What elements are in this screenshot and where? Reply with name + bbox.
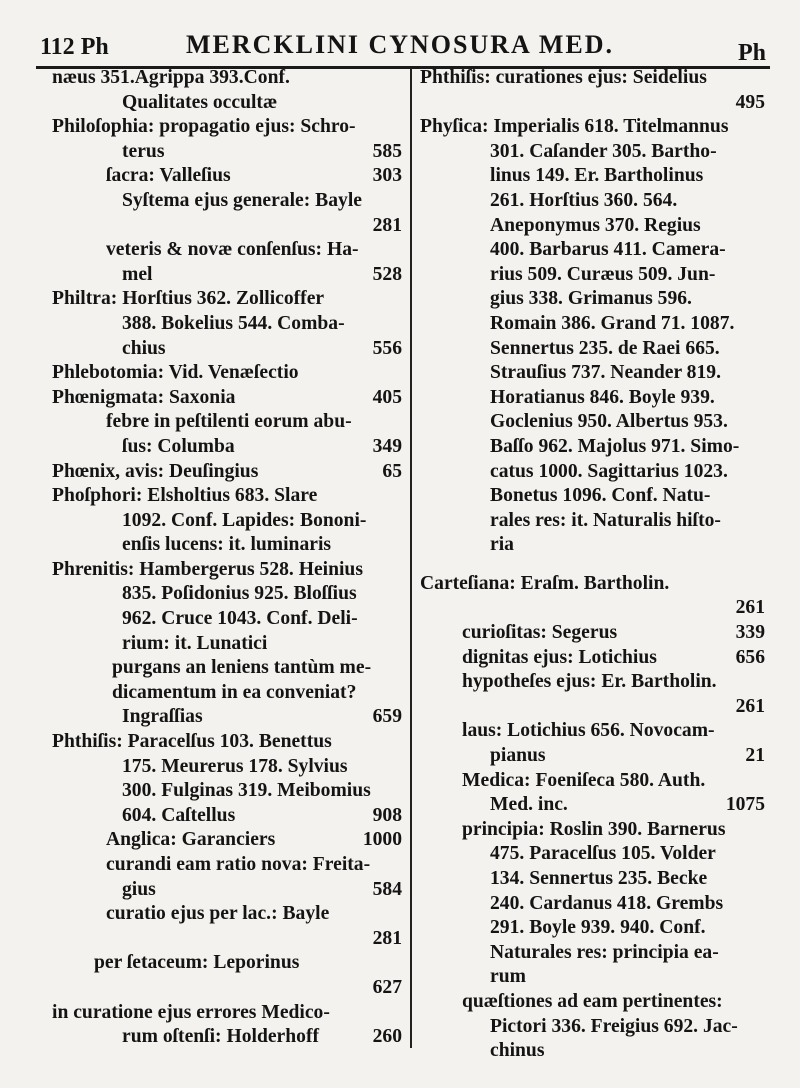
index-page-ref: 281 [372,927,402,949]
index-line [52,828,402,853]
index-line [420,1039,765,1064]
index-page-ref: 21 [745,745,765,767]
index-line [52,214,402,239]
index-line [420,719,765,744]
index-line [52,755,402,780]
index-page-ref: 261 [735,695,765,717]
index-entry-text: Phthiſis: Paracelſus 103. Benettus [52,731,332,753]
index-line [420,1015,765,1040]
index-entry-text: Qualitates occultæ [122,91,278,113]
index-page-ref: 405 [372,386,402,408]
index-entry-text: 962. Cruce 1043. Conf. Deli- [122,608,358,630]
header-left-word: Ph [80,34,109,60]
index-entry-text: rum [490,966,526,988]
index-page-ref: 1000 [362,829,402,851]
index-page-ref: 659 [372,706,402,728]
index-page-ref: 585 [372,140,402,162]
index-line [420,842,765,867]
index-entry-text: ſacra: Valleſius [106,165,231,187]
index-line [420,189,765,214]
index-page-ref: 260 [372,1026,402,1048]
index-entry-text: Aneponymus 370. Regius [490,214,701,236]
index-entry-text: Carteſiana: Eraſm. Bartholin. [420,572,670,594]
index-line [420,695,765,720]
index-entry-text: Baſſo 962. Majolus 971. Simo- [490,435,740,457]
index-entry-text: Pictori 336. Freigius 692. Jac- [490,1015,738,1037]
index-line [52,878,402,903]
index-line [52,730,402,755]
index-line [52,681,402,706]
index-line [52,779,402,804]
index-entry-text: Syſtema ejus generale: Bayle [122,189,362,211]
index-line [420,941,765,966]
index-entry-text: 175. Meurerus 178. Sylvius [122,755,348,777]
index-line [52,460,402,485]
index-entry-text: Romain 386. Grand 71. 1087. [490,312,735,334]
index-entry-text: 475. Paracelſus 105. Volder [490,843,716,865]
index-entry-text: ria [490,534,514,556]
index-line [420,164,765,189]
index-entry-text: veteris & novæ conſenſus: Ha- [106,239,359,261]
index-page-ref: 303 [372,165,402,187]
index-entry-text: ſus: Columba [122,435,235,457]
index-line [420,744,765,769]
index-line [52,91,402,116]
index-line [420,892,765,917]
index-entry-text: catus 1000. Sagittarius 1023. [490,460,728,482]
index-entry-text: terus [122,140,165,162]
index-entry-text: purgans an leniens tantùm me- [112,657,372,679]
index-entry-text: Phlebotomia: Vid. Venæſectio [52,362,299,384]
left-column [52,66,402,1068]
index-line [52,804,402,829]
index-line [420,115,765,140]
index-line [52,582,402,607]
index-page-ref: 656 [735,646,765,668]
index-entry-text: curioſitas: Segerus [462,622,618,644]
index-line [420,533,765,558]
index-entry-text: curandi eam ratio nova: Freita- [106,854,371,875]
index-line [420,435,765,460]
index-line [52,361,402,386]
index-entry-text: 301. Caſander 305. Bartho- [490,140,717,162]
index-line [52,263,402,288]
index-line [52,484,402,509]
index-line [420,361,765,386]
index-entry-text: per ſetaceum: Leporinus [94,952,300,974]
index-line [420,484,765,509]
index-entry-text: enſis lucens: it. luminaris [122,534,332,556]
index-entry-text: dignitas ejus: Lotichius [462,646,657,668]
index-line [420,312,765,337]
index-line [52,902,402,927]
index-line [420,769,765,794]
index-page-ref: 908 [372,804,402,826]
index-line [420,140,765,165]
index-line [420,621,765,646]
index-line [420,916,765,941]
index-entry-text: 261. Horſtius 360. 564. [490,189,678,211]
index-line [52,632,402,657]
index-line [420,66,765,91]
index-line [52,705,402,730]
page-number-value: 112 [40,34,75,60]
index-entry-text: Phœnigmata: Saxonia [52,386,236,408]
index-line [52,238,402,263]
index-line [52,509,402,534]
index-line [52,386,402,411]
index-line [420,337,765,362]
index-entry-text: dicamentum in ea conveniat? [112,681,357,703]
running-title: MERCKLINI CYNOSURA MED. [185,30,615,59]
index-entry-text: Naturales res: principia ea- [490,941,719,963]
right-column [420,66,765,1068]
index-line [420,460,765,485]
index-entry-text: Phrenitis: Hambergerus 528. Heinius [52,558,363,580]
index-line [52,976,402,1001]
index-entry-text: chius [122,337,166,359]
index-entry-text: 388. Bokelius 544. Comba- [122,312,345,334]
index-entry-text: curatio ejus per lac.: Bayle [106,903,330,925]
index-line [52,927,402,952]
index-entry-text: næus 351.Agrippa 393.Conf. [52,67,290,88]
index-line [52,656,402,681]
index-entry-text: Horatianus 846. Boyle 939. [490,386,715,408]
index-entry-text: quæſtiones ad eam pertinentes: [462,990,723,1012]
index-entry-text: Anglica: Garanciers [106,829,276,851]
index-entry-text: Strauſius 737. Neander 819. [490,362,721,384]
index-entry-text: 400. Barbarus 411. Camera- [490,239,726,261]
index-entry-text: Sennertus 235. de Raei 665. [490,337,720,359]
index-entry-text: linus 149. Er. Bartholinus [490,165,704,187]
index-entry-text: febre in peſtilenti eorum abu- [106,411,352,433]
index-entry-text: Bonetus 1096. Conf. Natu- [490,485,711,507]
index-entry-text: 604. Caſtellus [122,804,236,826]
index-entry-text: Phoſphori: Elsholtius 683. Slare [52,485,318,507]
index-line [52,1001,402,1026]
index-entry-text: hypotheſes ejus: Er. Bartholin. [462,671,717,693]
index-line [420,214,765,239]
index-page-ref: 281 [372,214,402,236]
index-line [420,263,765,288]
index-line [420,386,765,411]
index-line [52,189,402,214]
index-entry-text: 134. Sennertus 235. Becke [490,868,708,889]
index-line [420,287,765,312]
index-page-ref: 556 [372,337,402,359]
index-line [420,965,765,990]
index-line [420,91,765,116]
index-entry-text: mel [122,263,153,285]
index-entry-text: principia: Roslin 390. Barnerus [462,818,726,840]
index-entry-text: Phthiſis: curationes ejus: Seidelius [420,67,707,88]
index-line [52,410,402,435]
index-entry-text: 240. Cardanus 418. Grembs [490,892,724,914]
index-entry-text: Phœnix, avis: Deuſingius [52,460,259,482]
index-entry-text: chinus [490,1040,545,1062]
index-entry-text: Philtra: Horſtius 362. Zollicoffer [52,288,325,310]
column-divider [410,68,412,1048]
index-line [420,793,765,818]
index-entry-text: laus: Lotichius 656. Novocam- [462,720,715,742]
index-entry-text: 835. Poſidonius 925. Bloſſius [122,583,357,605]
index-entry-text: 291. Boyle 939. 940. Conf. [490,917,706,939]
index-line [420,572,765,597]
index-line [52,853,402,878]
index-page-ref: 584 [372,878,402,900]
index-line [52,951,402,976]
index-line [52,435,402,460]
index-entry-text: Phyſica: Imperialis 618. Titelmannus [420,116,729,138]
index-entry-text: rium: it. Lunatici [122,632,268,654]
index-line [420,818,765,843]
index-line [52,115,402,140]
index-entry-text: Med. inc. [490,794,568,816]
index-entry-text: Goclenius 950. Albertus 953. [490,411,728,433]
index-entry-text: rales res: it. Naturalis hiſto- [490,509,721,531]
index-page-ref: 495 [735,91,765,113]
index-page-ref: 627 [372,976,402,998]
index-entry-text: 300. Fulginas 319. Meibomius [122,780,371,802]
index-line [52,533,402,558]
header-right-word: Ph [737,40,766,66]
index-line [52,164,402,189]
index-entry-text: gius 338. Grimanus 596. [490,288,692,310]
index-line [420,596,765,621]
index-line [420,646,765,671]
index-page-ref: 528 [372,263,402,285]
index-line [52,337,402,362]
index-line [420,670,765,695]
index-line [52,558,402,583]
index-line [52,287,402,312]
index-line [420,238,765,263]
index-line [420,990,765,1015]
index-line [420,867,765,892]
index-line [52,312,402,337]
index-entry-text: Ingraſſias [122,706,203,728]
index-line [52,140,402,165]
index-entry-text: Medica: Foeniſeca 580. Auth. [462,769,706,791]
index-line [52,1025,402,1050]
index-entry-text: in curatione ejus errores Medico- [52,1001,330,1023]
index-line [420,410,765,435]
index-page-ref: 1075 [725,794,765,816]
index-page-ref: 65 [382,460,402,482]
index-entry-text: rum oſtenſi: Holderhoff [122,1026,319,1048]
index-line [420,509,765,534]
index-entry-text: Philoſophia: propagatio ejus: Schro- [52,116,356,138]
index-line [52,607,402,632]
index-page-ref: 261 [735,597,765,619]
index-entry-text: pianus [490,745,546,767]
index-page-ref: 349 [372,435,402,457]
index-entry-text: gius [122,878,156,900]
index-page-ref: 339 [735,622,765,644]
index-line [52,66,402,91]
index-entry-text: rius 509. Curæus 509. Jun- [490,263,716,285]
index-entry-text: 1092. Conf. Lapides: Bononi- [122,509,367,531]
